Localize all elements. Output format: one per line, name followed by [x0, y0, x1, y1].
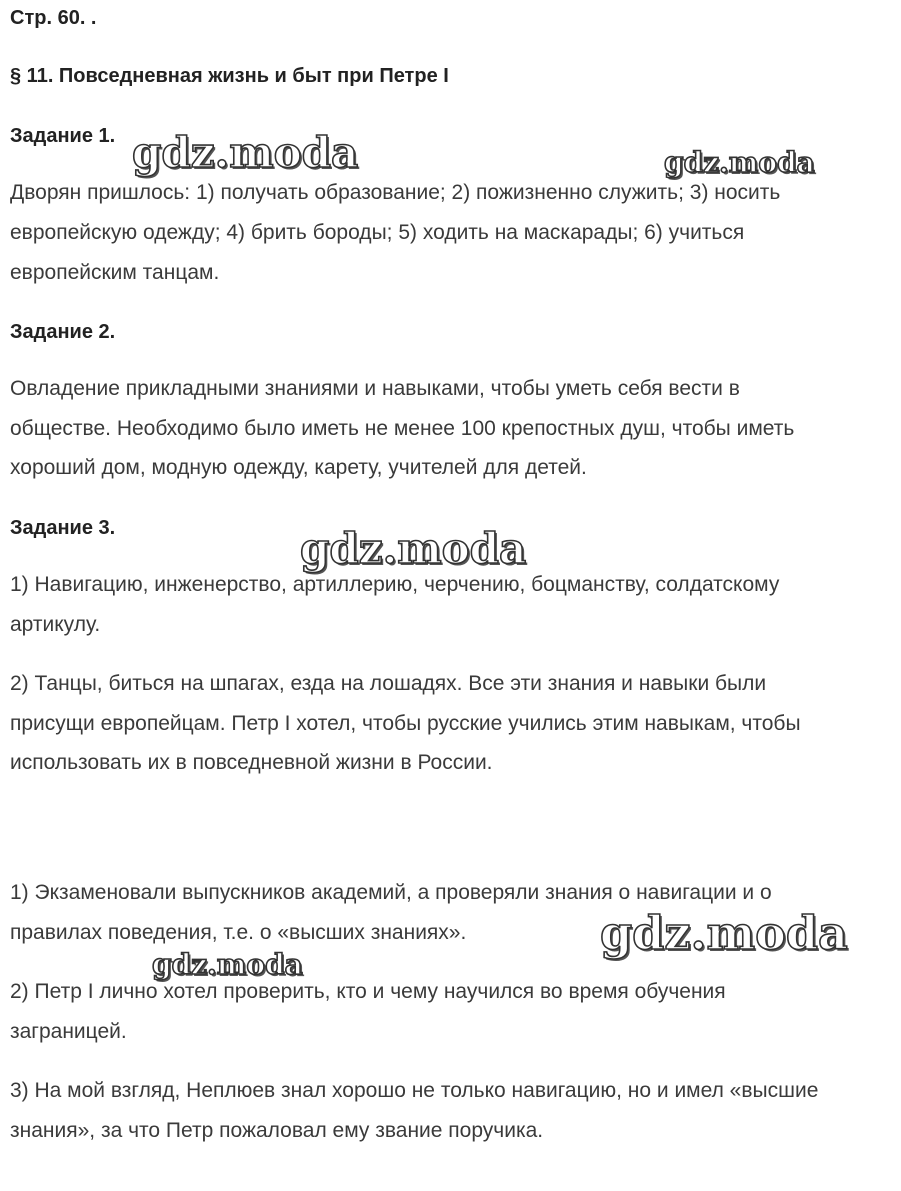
watermark-5: gdz.moda	[152, 948, 303, 981]
task-2-line-1: Овладение прикладными знаниями и навыками, чтобы уметь себя вести в	[10, 377, 740, 400]
task-3-heading: Задание 3.	[10, 517, 116, 539]
task-2-heading: Задание 2.	[10, 321, 116, 343]
task-3-line-2: артикулу.	[10, 613, 101, 636]
task-2-line-3: хороший дом, модную одежду, карету, учителей для детей.	[10, 456, 587, 479]
page-label: Стр. 60. .	[10, 7, 97, 29]
section-title: § 11. Повседневная жизнь и быт при Петре I	[10, 65, 449, 87]
task-3-line-5: использовать их в повседневной жизни в России.	[10, 751, 493, 774]
task-3-line-4: присущи европейцам. Петр I хотел, чтобы русские учились этим навыкам, чтобы	[10, 712, 801, 735]
final-line-6: знания», за что Петр пожаловал ему звание поручика.	[10, 1119, 544, 1142]
task-3-line-1: 1) Навигацию, инженерство, артиллерию, черчению, боцманству, солдатскому	[10, 573, 780, 596]
task-1-line-1: Дворян пришлось: 1) получать образование; 2) пожизненно служить; 3) носить	[10, 181, 781, 204]
watermark-4: gdz.moda	[600, 906, 848, 960]
task-3-line-3: 2) Танцы, биться на шпагах, езда на лошадях. Все эти знания и навыки были	[10, 672, 767, 695]
watermark-2: gdz.moda	[664, 146, 815, 179]
task-1-line-3: европейским танцам.	[10, 261, 220, 284]
final-line-2: правилах поведения, т.е. о «высших знаниях».	[10, 921, 467, 944]
task-2-line-2: обществе. Необходимо было иметь не менее 100 крепостных душ, чтобы иметь	[10, 417, 795, 440]
final-line-1: 1) Экзаменовали выпускников академий, а проверяли знания о навигации и о	[10, 881, 772, 904]
final-line-3: 2) Петр I лично хотел проверить, кто и чему научился во время обучения	[10, 980, 726, 1003]
watermark-1: gdz.moda	[132, 128, 359, 177]
task-1-heading: Задание 1.	[10, 125, 116, 147]
final-line-4: заграницей.	[10, 1020, 127, 1043]
task-1-line-2: европейскую одежду; 4) брить бороды; 5) ходить на маскарады; 6) учиться	[10, 221, 745, 244]
final-line-5: 3) На мой взгляд, Неплюев знал хорошо не только навигацию, но и имел «высшие	[10, 1079, 819, 1102]
watermark-3: gdz.moda	[300, 524, 527, 573]
